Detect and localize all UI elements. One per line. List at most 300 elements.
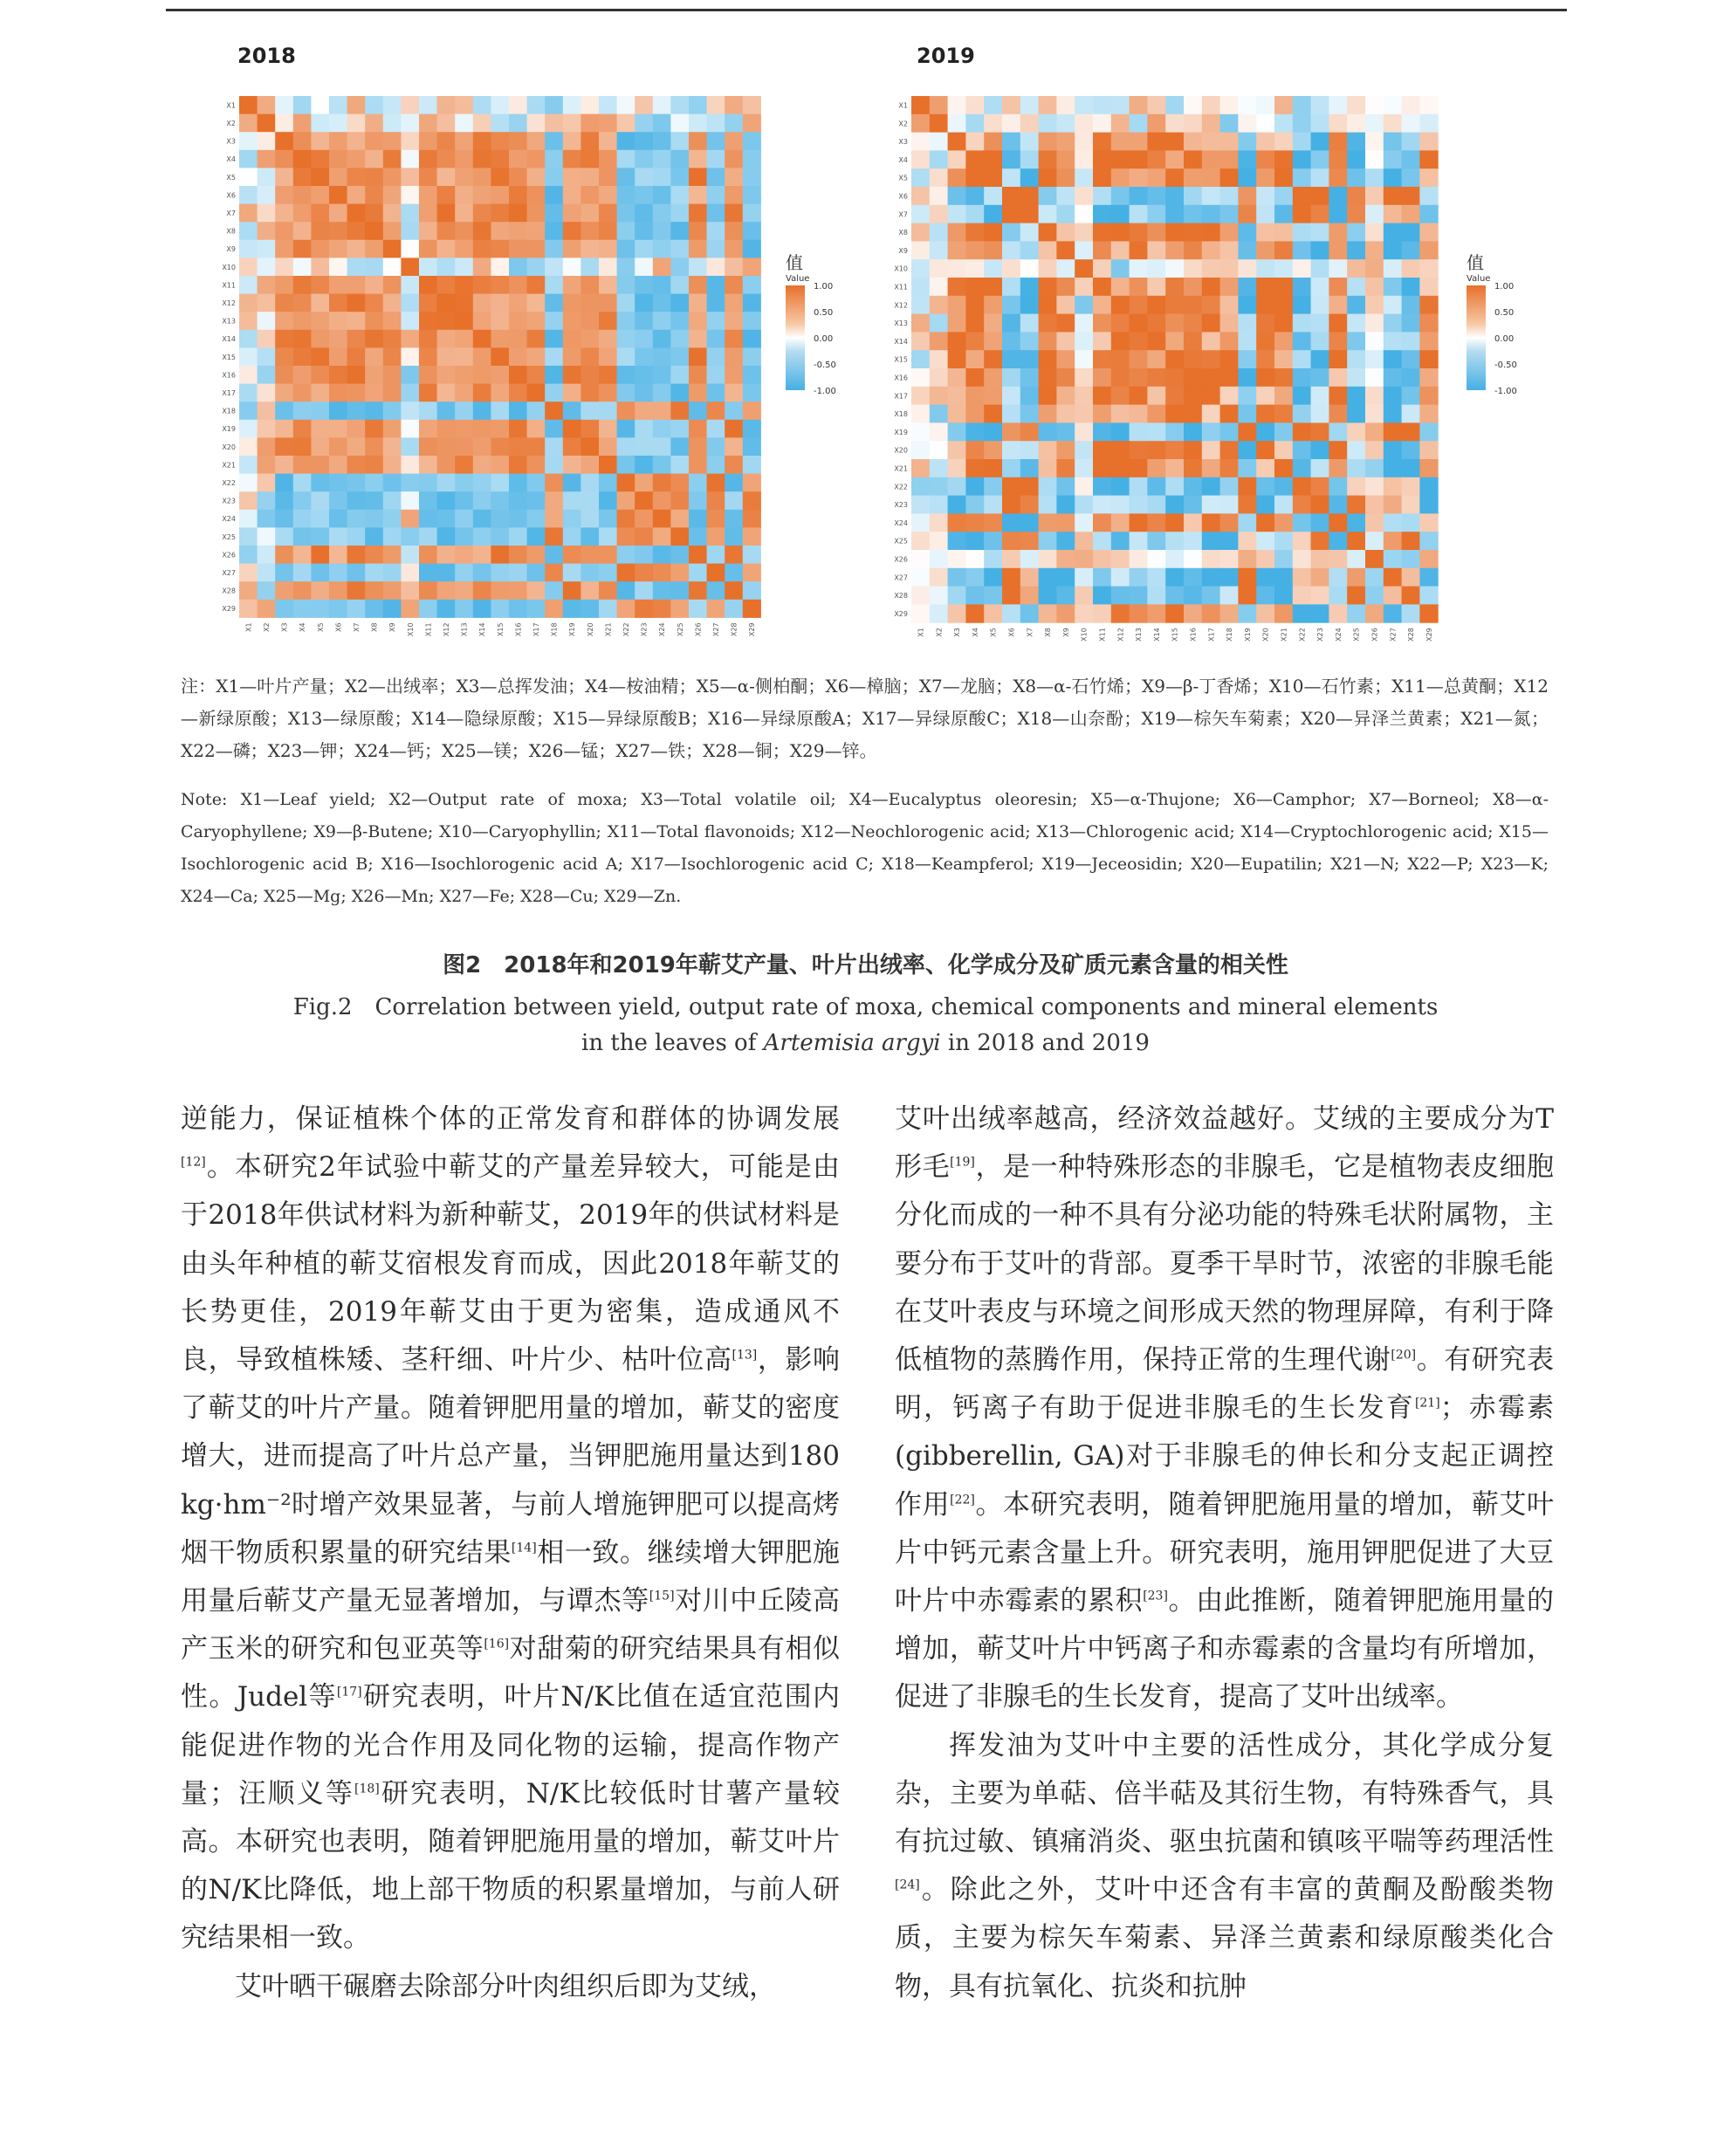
heatmap-cell xyxy=(1093,168,1111,187)
heatmap-cell xyxy=(743,384,761,402)
heatmap-cell xyxy=(1365,550,1384,568)
heatmap-cell xyxy=(1147,441,1165,459)
heatmap-cell xyxy=(1056,513,1075,532)
heatmap-cell xyxy=(689,600,707,618)
heatmap-cell xyxy=(1293,296,1311,314)
heatmap-cell xyxy=(383,294,402,312)
heatmap-cell xyxy=(1293,332,1311,350)
heatmap-cell xyxy=(1238,133,1256,151)
heatmap-cell xyxy=(275,347,293,366)
heatmap-cell xyxy=(1402,314,1420,333)
heatmap-cell xyxy=(1311,241,1329,259)
heatmap-cell xyxy=(653,420,671,438)
heatmap-cell xyxy=(1111,568,1130,587)
heatmap-cell xyxy=(1202,496,1220,514)
heatmap-cell xyxy=(1311,496,1329,514)
figure-note-zh: 注：X1—叶片产量；X2—出绒率；X3—总挥发油；X4—桉油精；X5—α-侧柏酮；X6—樟脑；X7—龙脑；X8—α-石竹烯；X9—β-丁香烯；X10—石竹素；X11—总黄酮；X12—新绿原酸；X13—绿原酸；X14—隐绿原酸；X15—异绿原酸B；X16—异绿原酸A；X17—异绿原酸C；X18—山奈酚；X19—棕矢车菊素；X20—异泽兰黄素；X21—氮；X22—磷；X23—钾；X24—钙；X25—镁；X26—锰；X27—铁；X28—铜；X29—锌。 xyxy=(181,676,1549,761)
heatmap-cell xyxy=(1419,496,1438,514)
heatmap-cell xyxy=(473,186,491,204)
heatmap-cell xyxy=(1311,604,1329,622)
heatmap-cell xyxy=(419,168,437,186)
heatmap-cell xyxy=(527,312,546,330)
heatmap-cell xyxy=(1202,568,1220,587)
heatmap-cell xyxy=(1056,278,1075,296)
heatmap-cell xyxy=(725,294,743,312)
heatmap-cell xyxy=(1274,314,1293,333)
heatmap-cell xyxy=(689,150,707,168)
heatmap-cell xyxy=(725,366,743,384)
heatmap-cell xyxy=(948,96,966,114)
heatmap-cell xyxy=(545,366,563,384)
col-tick-label: X25 xyxy=(1352,628,1361,642)
heatmap-cell xyxy=(311,420,329,438)
heatmap-cell xyxy=(635,168,653,186)
heatmap-cell xyxy=(1220,96,1239,114)
heatmap-cell xyxy=(965,496,984,514)
heatmap-cell xyxy=(743,474,761,492)
heatmap-cell xyxy=(984,368,1002,387)
heatmap-cell xyxy=(1130,150,1148,168)
heatmap-cell xyxy=(1165,114,1184,133)
heatmap-cell xyxy=(365,474,383,492)
heatmap-cell xyxy=(311,456,329,474)
heatmap-cell xyxy=(258,294,276,312)
heatmap-cell xyxy=(689,132,707,150)
heatmap-cell xyxy=(383,600,402,618)
heatmap-cell xyxy=(1365,496,1384,514)
heatmap-cell xyxy=(1347,296,1365,314)
heatmap-cell xyxy=(743,312,761,330)
heatmap-cell xyxy=(1202,387,1220,405)
heatmap-cell xyxy=(930,114,948,133)
heatmap-cell xyxy=(1165,133,1184,151)
heatmap-cell xyxy=(347,600,366,618)
heatmap-cell xyxy=(365,96,383,114)
heatmap-cell xyxy=(545,527,563,546)
heatmap-cell xyxy=(725,456,743,474)
heatmap-cell xyxy=(401,491,419,510)
heatmap-cell xyxy=(401,510,419,528)
heatmap-cell xyxy=(293,437,312,456)
heatmap-cell xyxy=(1329,568,1347,587)
heatmap-cell xyxy=(1402,604,1420,622)
heatmap-cell xyxy=(1056,477,1075,496)
heatmap-cell xyxy=(347,132,366,150)
heatmap-cell xyxy=(1056,405,1075,423)
heatmap-cell xyxy=(725,240,743,258)
heatmap-cell xyxy=(347,168,366,186)
heatmap-cell xyxy=(527,168,546,186)
heatmap-cell xyxy=(1093,568,1111,587)
heatmap-cell xyxy=(563,150,581,168)
heatmap-cell xyxy=(1202,368,1220,387)
heatmap-cell xyxy=(1402,387,1420,405)
heatmap-cell xyxy=(545,168,563,186)
heatmap-cell xyxy=(599,474,617,492)
heatmap-cell xyxy=(311,222,329,240)
row-tick-label: X10 xyxy=(222,263,236,271)
heatmap-cell xyxy=(1311,477,1329,496)
heatmap-cell xyxy=(707,564,725,582)
col-tick-label: X22 xyxy=(1298,628,1307,642)
heatmap-cell xyxy=(1220,296,1239,314)
heatmap-cell xyxy=(1202,441,1220,459)
heatmap-cell xyxy=(965,604,984,622)
heatmap-cell xyxy=(911,532,930,550)
heatmap-cell xyxy=(930,587,948,605)
heatmap-cell xyxy=(1329,368,1347,387)
heatmap-cell xyxy=(725,347,743,366)
heatmap-cell xyxy=(911,96,930,114)
heatmap-cell xyxy=(599,114,617,133)
heatmap-cell xyxy=(599,276,617,294)
row-tick-label: X16 xyxy=(894,374,908,382)
heatmap-cell xyxy=(563,204,581,223)
legend-tick: -0.50 xyxy=(814,360,836,370)
heatmap-cell xyxy=(1402,223,1420,242)
heatmap-cell xyxy=(599,510,617,528)
heatmap-cell xyxy=(473,402,491,420)
heatmap-cell xyxy=(617,330,635,348)
heatmap-cell xyxy=(911,441,930,459)
heatmap-cell xyxy=(1274,205,1293,223)
heatmap-cell xyxy=(527,347,546,366)
col-tick-label: X28 xyxy=(730,622,738,637)
heatmap-cell xyxy=(984,96,1002,114)
heatmap-cell xyxy=(580,527,599,546)
heatmap-cell xyxy=(509,96,527,114)
heatmap-cell xyxy=(527,96,546,114)
heatmap-cell xyxy=(1039,278,1057,296)
heatmap-cell xyxy=(1002,332,1020,350)
heatmap-cell xyxy=(1056,96,1075,114)
heatmap-cell xyxy=(743,546,761,564)
citation-ref: [14] xyxy=(511,1541,537,1555)
heatmap-cell xyxy=(1130,496,1148,514)
heatmap-cell xyxy=(383,186,402,204)
heatmap-cell xyxy=(365,312,383,330)
row-tick-label: X5 xyxy=(898,174,908,182)
heatmap-cell xyxy=(1130,604,1148,622)
heatmap-cell xyxy=(239,96,258,114)
heatmap-cell xyxy=(984,459,1002,477)
heatmap-cell xyxy=(545,204,563,223)
row-tick-label: X19 xyxy=(222,425,236,434)
heatmap-cell xyxy=(1202,513,1220,532)
heatmap-cell xyxy=(527,330,546,348)
heatmap-cell xyxy=(948,550,966,568)
heatmap-cell xyxy=(617,456,635,474)
heatmap-cell xyxy=(653,581,671,600)
heatmap-cell xyxy=(401,294,419,312)
body-right-column xyxy=(895,1095,1554,2011)
heatmap-cell xyxy=(1075,114,1093,133)
heatmap-cell xyxy=(347,510,366,528)
heatmap-cell xyxy=(1075,441,1093,459)
heatmap-cell xyxy=(1347,133,1365,151)
heatmap-cell xyxy=(1130,96,1148,114)
heatmap-cell xyxy=(725,527,743,546)
legend-tick: 0.50 xyxy=(1494,308,1515,318)
heatmap-cell xyxy=(437,564,456,582)
heatmap-cell xyxy=(1329,296,1347,314)
heatmap-cell xyxy=(437,474,456,492)
heatmap-cell xyxy=(653,240,671,258)
heatmap-cell xyxy=(617,114,635,133)
heatmap-cell xyxy=(635,402,653,420)
heatmap-cell xyxy=(1075,314,1093,333)
heatmap-cell xyxy=(527,294,546,312)
heatmap-cell xyxy=(1147,405,1165,423)
heatmap-cell xyxy=(437,527,456,546)
heatmap-cell xyxy=(311,114,329,133)
heatmap-cell xyxy=(365,330,383,348)
heatmap-cell xyxy=(1020,96,1039,114)
heatmap-cell xyxy=(491,366,509,384)
heatmap-cell xyxy=(383,546,402,564)
heatmap-cell xyxy=(1347,477,1365,496)
heatmap-cell xyxy=(473,150,491,168)
heatmap-cell xyxy=(527,600,546,618)
heatmap-cell xyxy=(1329,513,1347,532)
heatmap-cell xyxy=(365,186,383,204)
heatmap-cell xyxy=(545,437,563,456)
heatmap-cell xyxy=(1147,513,1165,532)
heatmap-cell xyxy=(1002,150,1020,168)
heatmap-cell xyxy=(239,510,258,528)
heatmap-cell xyxy=(455,257,473,276)
legend-color-bar xyxy=(786,285,805,390)
heatmap-cell xyxy=(1002,133,1020,151)
top-rule xyxy=(166,9,1567,11)
heatmap-cell xyxy=(635,330,653,348)
heatmap-cell xyxy=(1256,241,1274,259)
heatmap-2018-legend xyxy=(786,249,836,396)
col-tick-label: X1 xyxy=(244,622,253,632)
heatmap-cell xyxy=(1274,513,1293,532)
heatmap-cell xyxy=(1402,513,1420,532)
heatmap-cell xyxy=(455,510,473,528)
heatmap-cell xyxy=(948,459,966,477)
heatmap-cell xyxy=(437,114,456,133)
heatmap-cell xyxy=(965,223,984,242)
heatmap-cell xyxy=(419,491,437,510)
heatmap-cell xyxy=(1274,441,1293,459)
heatmap-cell xyxy=(401,581,419,600)
heatmap-cell xyxy=(1293,550,1311,568)
heatmap-cell xyxy=(1419,441,1438,459)
heatmap-cell xyxy=(383,330,402,348)
heatmap-cell xyxy=(725,186,743,204)
heatmap-cell xyxy=(670,347,689,366)
heatmap-cell xyxy=(599,456,617,474)
heatmap-cell xyxy=(1256,187,1274,205)
heatmap-cell xyxy=(1202,205,1220,223)
row-tick-label: X23 xyxy=(222,497,236,505)
heatmap-cell xyxy=(1384,259,1402,278)
heatmap-cell xyxy=(1256,387,1274,405)
heatmap-cell xyxy=(1130,422,1148,441)
heatmap-cell xyxy=(1093,604,1111,622)
heatmap-cell xyxy=(580,510,599,528)
text-run: 逆能力，保证植株个体的正常发育和群体的协调发展 xyxy=(181,1103,840,1135)
heatmap-cell xyxy=(1347,496,1365,514)
heatmap-cell xyxy=(545,186,563,204)
heatmap-cell xyxy=(509,600,527,618)
heatmap-cell xyxy=(275,222,293,240)
heatmap-cell xyxy=(1165,532,1184,550)
heatmap-cell xyxy=(580,564,599,582)
heatmap-cell xyxy=(653,204,671,223)
heatmap-cell xyxy=(1039,604,1057,622)
heatmap-cell xyxy=(617,474,635,492)
citation-ref: [12] xyxy=(181,1155,206,1170)
heatmap-cell xyxy=(473,546,491,564)
heatmap-cell xyxy=(563,600,581,618)
heatmap-cell xyxy=(599,96,617,114)
heatmap-cell xyxy=(293,420,312,438)
heatmap-cell xyxy=(707,150,725,168)
heatmap-cell xyxy=(365,564,383,582)
heatmap-cell xyxy=(1039,314,1057,333)
heatmap-cell xyxy=(1329,96,1347,114)
legend-tick: 0.50 xyxy=(814,308,834,318)
heatmap-cell xyxy=(527,437,546,456)
heatmap-cell xyxy=(275,114,293,133)
heatmap-cell xyxy=(1347,223,1365,242)
heatmap-cell xyxy=(580,114,599,133)
heatmap-cell xyxy=(1147,296,1165,314)
heatmap-cell xyxy=(347,204,366,223)
col-tick-label: X3 xyxy=(280,622,289,632)
heatmap-cell xyxy=(401,420,419,438)
row-tick-label: X15 xyxy=(894,355,908,364)
heatmap-cell xyxy=(930,168,948,187)
heatmap-cell xyxy=(670,276,689,294)
heatmap-cell xyxy=(258,366,276,384)
heatmap-cell xyxy=(1329,532,1347,550)
heatmap-cell xyxy=(491,420,509,438)
heatmap-cell xyxy=(1220,350,1239,368)
heatmap-cell xyxy=(1311,405,1329,423)
heatmap-cell xyxy=(275,276,293,294)
heatmap-cell xyxy=(509,150,527,168)
heatmap-cell xyxy=(965,241,984,259)
heatmap-cell xyxy=(347,456,366,474)
row-tick-label: X8 xyxy=(226,227,236,236)
heatmap-cell xyxy=(1020,477,1039,496)
heatmap-cell xyxy=(1075,96,1093,114)
heatmap-cell xyxy=(347,564,366,582)
heatmap-cell xyxy=(1184,477,1202,496)
heatmap-cell xyxy=(689,168,707,186)
heatmap-cell xyxy=(1256,513,1274,532)
heatmap-cell xyxy=(1111,187,1130,205)
heatmap-cell xyxy=(930,550,948,568)
heatmap-cell xyxy=(743,564,761,582)
heatmap-cell xyxy=(725,96,743,114)
heatmap-cell xyxy=(1165,513,1184,532)
heatmap-cell xyxy=(455,186,473,204)
heatmap-cell xyxy=(1419,405,1438,423)
heatmap-cell xyxy=(599,491,617,510)
heatmap-cell xyxy=(743,420,761,438)
heatmap-cell xyxy=(1075,422,1093,441)
heatmap-cell xyxy=(455,564,473,582)
heatmap-cell xyxy=(1402,114,1420,133)
heatmap-cell xyxy=(930,332,948,350)
heatmap-cell xyxy=(329,276,347,294)
heatmap-cell xyxy=(965,387,984,405)
heatmap-cell xyxy=(311,581,329,600)
heatmap-cell xyxy=(743,437,761,456)
heatmap-cell xyxy=(1384,550,1402,568)
heatmap-cell xyxy=(1020,150,1039,168)
heatmap-cell xyxy=(563,330,581,348)
heatmap-cell xyxy=(1402,296,1420,314)
heatmap-cell xyxy=(984,350,1002,368)
heatmap-cell xyxy=(725,168,743,186)
heatmap-cell xyxy=(599,347,617,366)
heatmap-cell xyxy=(1311,114,1329,133)
col-tick-label: X4 xyxy=(971,628,979,637)
heatmap-cell xyxy=(1311,568,1329,587)
heatmap-cell xyxy=(1238,223,1256,242)
heatmap-cell xyxy=(293,168,312,186)
heatmap-cell xyxy=(1130,477,1148,496)
heatmap-cell xyxy=(725,150,743,168)
heatmap-cell xyxy=(293,491,312,510)
heatmap-cell xyxy=(455,294,473,312)
heatmap-cell xyxy=(1384,422,1402,441)
heatmap-cell xyxy=(527,186,546,204)
heatmap-cell xyxy=(670,150,689,168)
heatmap-cell xyxy=(1130,259,1148,278)
col-tick-label: X24 xyxy=(658,622,667,637)
heatmap-cell xyxy=(653,186,671,204)
heatmap-cell xyxy=(1202,459,1220,477)
heatmap-cell xyxy=(1184,133,1202,151)
heatmap-cell xyxy=(239,240,258,258)
col-tick-label: X11 xyxy=(1098,628,1107,642)
heatmap-cell xyxy=(1039,168,1057,187)
heatmap-cell xyxy=(1347,550,1365,568)
heatmap-cell xyxy=(1111,332,1130,350)
heatmap-cell xyxy=(948,587,966,605)
heatmap-cell xyxy=(911,459,930,477)
heatmap-cell xyxy=(1384,513,1402,532)
heatmap-cell xyxy=(948,441,966,459)
heatmap-cell xyxy=(930,205,948,223)
heatmap-cell xyxy=(1365,568,1384,587)
heatmap-cell xyxy=(455,114,473,133)
heatmap-cell xyxy=(491,330,509,348)
heatmap-cell xyxy=(1365,422,1384,441)
heatmap-cell xyxy=(689,114,707,133)
heatmap-cell xyxy=(1293,96,1311,114)
heatmap-cell xyxy=(1384,187,1402,205)
heatmap-cell xyxy=(1184,459,1202,477)
heatmap-cell xyxy=(419,150,437,168)
heatmap-cell xyxy=(1184,441,1202,459)
heatmap-cell xyxy=(1311,278,1329,296)
heatmap-cell xyxy=(563,564,581,582)
heatmap-cell xyxy=(491,527,509,546)
heatmap-cell xyxy=(455,312,473,330)
heatmap-cell xyxy=(635,186,653,204)
heatmap-cell xyxy=(1256,422,1274,441)
heatmap-cell xyxy=(911,133,930,151)
